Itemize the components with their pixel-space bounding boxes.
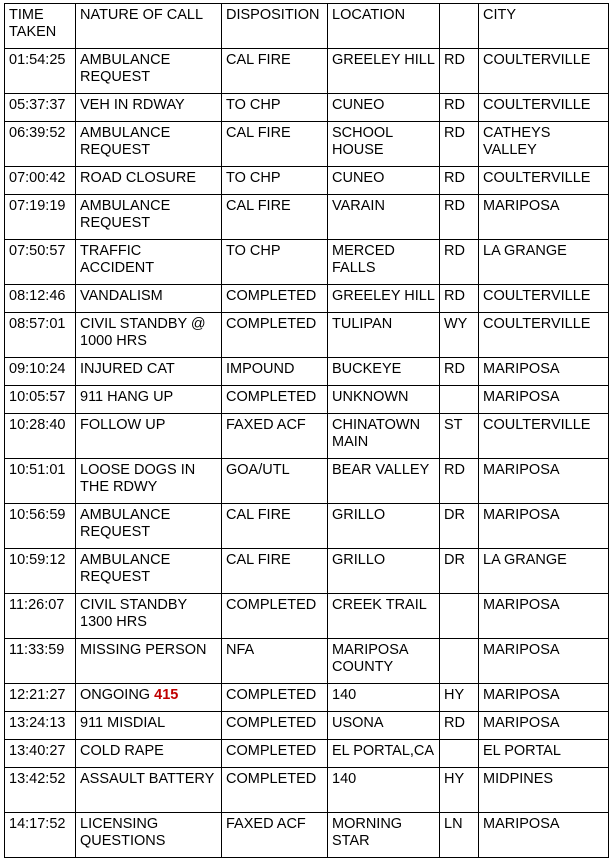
cell-city: MARIPOSA	[479, 813, 609, 858]
cell-city: MARIPOSA	[479, 712, 609, 740]
cell-city: MARIPOSA	[479, 684, 609, 712]
table-row	[5, 813, 609, 858]
table-row	[5, 768, 609, 813]
cell-street-suffix: RD	[440, 49, 479, 94]
cell-location: CUNEO	[328, 167, 440, 195]
cell-time-taken: 10:59:12	[5, 549, 76, 594]
cell-street-suffix: HY	[440, 684, 479, 712]
cell-nature-of-call	[76, 684, 222, 712]
cell-street-suffix: RD	[440, 459, 479, 504]
cell-time-taken: 11:26:07	[5, 594, 76, 639]
cell-street-suffix: RD	[440, 285, 479, 313]
cell-time-taken: 09:10:24	[5, 358, 76, 386]
cell-street-suffix: RD	[440, 358, 479, 386]
cell-street-suffix: LN	[440, 813, 479, 858]
cell-disposition: COMPLETED	[222, 712, 328, 740]
cell-disposition: IMPOUND	[222, 358, 328, 386]
header-row	[5, 4, 609, 49]
cell-location: MORNING STAR	[328, 813, 440, 858]
cell-nature-of-call: LICENSING QUESTIONS	[76, 813, 222, 858]
cell-disposition: TO CHP	[222, 167, 328, 195]
cell-disposition: CAL FIRE	[222, 122, 328, 167]
header-street-suffix	[440, 4, 479, 49]
cell-nature-of-call: FOLLOW UP	[76, 414, 222, 459]
cell-location: VARAIN	[328, 195, 440, 240]
table-row	[5, 313, 609, 358]
cell-nature-of-call: AMBULANCE REQUEST	[76, 549, 222, 594]
cell-disposition: COMPLETED	[222, 594, 328, 639]
cell-time-taken: 10:28:40	[5, 414, 76, 459]
cell-time-taken: 14:17:52	[5, 813, 76, 858]
cell-location: MARIPOSA COUNTY	[328, 639, 440, 684]
cell-location: SCHOOL HOUSE	[328, 122, 440, 167]
table-row	[5, 358, 609, 386]
cell-disposition: TO CHP	[222, 240, 328, 285]
cell-city: LA GRANGE	[479, 549, 609, 594]
table-row	[5, 740, 609, 768]
cell-street-suffix: HY	[440, 768, 479, 813]
cell-disposition: CAL FIRE	[222, 549, 328, 594]
table-row	[5, 386, 609, 414]
cell-nature-of-call: AMBULANCE REQUEST	[76, 122, 222, 167]
cell-nature-of-call: VANDALISM	[76, 285, 222, 313]
cell-nature-of-call: ROAD CLOSURE	[76, 167, 222, 195]
cell-disposition: COMPLETED	[222, 386, 328, 414]
table-row	[5, 122, 609, 167]
cell-time-taken: 10:56:59	[5, 504, 76, 549]
table-row	[5, 712, 609, 740]
header-nature-of-call: NATURE OF CALL	[76, 4, 222, 49]
cell-disposition: COMPLETED	[222, 740, 328, 768]
cell-street-suffix: DR	[440, 504, 479, 549]
cell-street-suffix: RD	[440, 94, 479, 122]
cell-time-taken: 13:24:13	[5, 712, 76, 740]
cell-city: LA GRANGE	[479, 240, 609, 285]
cell-location: 140	[328, 684, 440, 712]
cell-disposition: COMPLETED	[222, 313, 328, 358]
cell-time-taken: 08:57:01	[5, 313, 76, 358]
table-row	[5, 504, 609, 549]
cell-city: CATHEYS VALLEY	[479, 122, 609, 167]
cell-nature-of-call: TRAFFIC ACCIDENT	[76, 240, 222, 285]
call-log-table	[4, 3, 609, 858]
cell-disposition: FAXED ACF	[222, 414, 328, 459]
cell-disposition: NFA	[222, 639, 328, 684]
nature-text: ONGOING	[80, 687, 151, 703]
cell-street-suffix: DR	[440, 549, 479, 594]
cell-time-taken: 10:05:57	[5, 386, 76, 414]
cell-city: EL PORTAL	[479, 740, 609, 768]
cell-time-taken: 07:19:19	[5, 195, 76, 240]
cell-city: MARIPOSA	[479, 504, 609, 549]
cell-time-taken: 11:33:59	[5, 639, 76, 684]
cell-location: CUNEO	[328, 94, 440, 122]
cell-street-suffix: WY	[440, 313, 479, 358]
table-row	[5, 459, 609, 504]
cell-nature-of-call: COLD RAPE	[76, 740, 222, 768]
cell-time-taken: 13:40:27	[5, 740, 76, 768]
cell-nature-of-call: LOOSE DOGS IN THE RDWY	[76, 459, 222, 504]
header-disposition: DISPOSITION	[222, 4, 328, 49]
cell-time-taken: 06:39:52	[5, 122, 76, 167]
cell-time-taken: 08:12:46	[5, 285, 76, 313]
cell-time-taken: 01:54:25	[5, 49, 76, 94]
table-row	[5, 240, 609, 285]
cell-city: MARIPOSA	[479, 358, 609, 386]
cell-city: COULTERVILLE	[479, 49, 609, 94]
cell-street-suffix	[440, 639, 479, 684]
cell-city: MIDPINES	[479, 768, 609, 813]
header-time-taken: TIME TAKEN	[5, 4, 76, 49]
cell-street-suffix: RD	[440, 122, 479, 167]
cell-location: MERCED FALLS	[328, 240, 440, 285]
cell-street-suffix: ST	[440, 414, 479, 459]
table-row	[5, 594, 609, 639]
table-row	[5, 195, 609, 240]
cell-location: GREELEY HILL	[328, 285, 440, 313]
cell-location: GRILLO	[328, 549, 440, 594]
cell-street-suffix	[440, 386, 479, 414]
header-location: LOCATION	[328, 4, 440, 49]
cell-city: MARIPOSA	[479, 639, 609, 684]
cell-street-suffix: RD	[440, 240, 479, 285]
cell-location: EL PORTAL,CA	[328, 740, 440, 768]
cell-location: CHINATOWN MAIN	[328, 414, 440, 459]
cell-nature-of-call: AMBULANCE REQUEST	[76, 49, 222, 94]
cell-nature-of-call: 911 MISDIAL	[76, 712, 222, 740]
cell-disposition: COMPLETED	[222, 684, 328, 712]
cell-nature-of-call: ASSAULT BATTERY	[76, 768, 222, 813]
cell-disposition: FAXED ACF	[222, 813, 328, 858]
table-row	[5, 684, 609, 712]
cell-location: BUCKEYE	[328, 358, 440, 386]
table-row	[5, 414, 609, 459]
cell-nature-of-call: 911 HANG UP	[76, 386, 222, 414]
cell-street-suffix: RD	[440, 167, 479, 195]
cell-location: BEAR VALLEY	[328, 459, 440, 504]
cell-city: MARIPOSA	[479, 594, 609, 639]
cell-location: UNKNOWN	[328, 386, 440, 414]
cell-city: COULTERVILLE	[479, 285, 609, 313]
table-row	[5, 49, 609, 94]
table-row	[5, 549, 609, 594]
cell-city: MARIPOSA	[479, 386, 609, 414]
cell-disposition: COMPLETED	[222, 285, 328, 313]
cell-city: COULTERVILLE	[479, 313, 609, 358]
cell-disposition: CAL FIRE	[222, 195, 328, 240]
cell-city: COULTERVILLE	[479, 414, 609, 459]
cell-location: 140	[328, 768, 440, 813]
cell-nature-of-call: CIVIL STANDBY @ 1000 HRS	[76, 313, 222, 358]
table-row	[5, 94, 609, 122]
cell-street-suffix	[440, 740, 479, 768]
cell-time-taken: 07:00:42	[5, 167, 76, 195]
cell-time-taken: 05:37:37	[5, 94, 76, 122]
cell-disposition: COMPLETED	[222, 768, 328, 813]
cell-time-taken: 10:51:01	[5, 459, 76, 504]
cell-disposition: GOA/UTL	[222, 459, 328, 504]
cell-time-taken: 07:50:57	[5, 240, 76, 285]
table-row	[5, 285, 609, 313]
header-city: CITY	[479, 4, 609, 49]
cell-disposition: TO CHP	[222, 94, 328, 122]
cell-location: CREEK TRAIL	[328, 594, 440, 639]
cell-time-taken: 13:42:52	[5, 768, 76, 813]
cell-city: COULTERVILLE	[479, 94, 609, 122]
cell-disposition: CAL FIRE	[222, 49, 328, 94]
cell-street-suffix	[440, 594, 479, 639]
penal-code-highlight: 415	[154, 687, 179, 703]
table-row	[5, 639, 609, 684]
cell-location: GREELEY HILL	[328, 49, 440, 94]
cell-time-taken: 12:21:27	[5, 684, 76, 712]
cell-city: MARIPOSA	[479, 195, 609, 240]
cell-nature-of-call: INJURED CAT	[76, 358, 222, 386]
cell-city: COULTERVILLE	[479, 167, 609, 195]
cell-nature-of-call: AMBULANCE REQUEST	[76, 195, 222, 240]
cell-street-suffix: RD	[440, 195, 479, 240]
cell-nature-of-call: MISSING PERSON	[76, 639, 222, 684]
cell-city: MARIPOSA	[479, 459, 609, 504]
cell-location: GRILLO	[328, 504, 440, 549]
table-row	[5, 167, 609, 195]
cell-disposition: CAL FIRE	[222, 504, 328, 549]
cell-nature-of-call: VEH IN RDWAY	[76, 94, 222, 122]
cell-nature-of-call: AMBULANCE REQUEST	[76, 504, 222, 549]
cell-location: USONA	[328, 712, 440, 740]
cell-nature-of-call: CIVIL STANDBY 1300 HRS	[76, 594, 222, 639]
cell-street-suffix: RD	[440, 712, 479, 740]
cell-location: TULIPAN	[328, 313, 440, 358]
